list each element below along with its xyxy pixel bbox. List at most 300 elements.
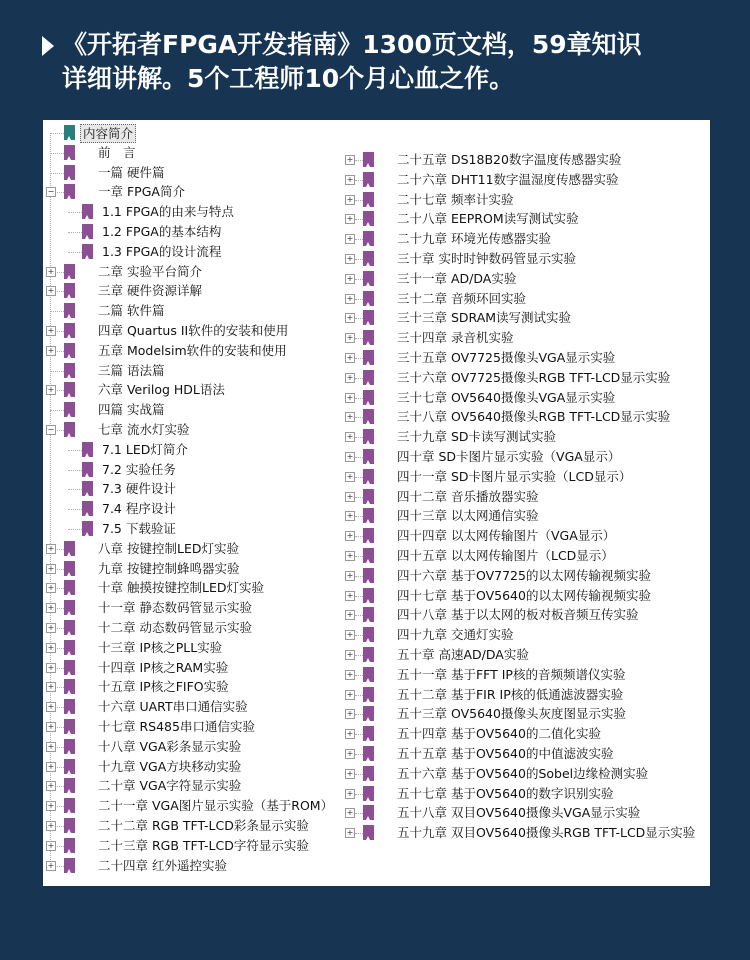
- expand-icon[interactable]: +: [346, 194, 354, 204]
- tree-connector: [355, 596, 363, 597]
- tree-node[interactable]: [46, 301, 346, 321]
- tree-node-label: 三十三章 SDRAM读写测试实验: [397, 310, 572, 326]
- expand-icon[interactable]: +: [346, 333, 354, 343]
- expand-icon[interactable]: +: [47, 682, 55, 692]
- expand-icon[interactable]: +: [47, 741, 55, 751]
- expand-icon[interactable]: +: [47, 662, 55, 672]
- expand-icon[interactable]: +: [346, 610, 354, 620]
- tree-connector: [68, 529, 82, 530]
- tree-connector: [355, 259, 363, 260]
- tree-connector: [50, 371, 64, 372]
- tree-node-label: 二十三章 RGB TFT-LCD字符显示实验: [98, 837, 309, 853]
- tree-node[interactable]: [345, 209, 707, 229]
- expand-icon[interactable]: +: [47, 345, 55, 355]
- tree-node[interactable]: [345, 150, 707, 170]
- tree-node-label: 十一章 静态数码管显示实验: [98, 600, 252, 616]
- tree-node[interactable]: [345, 625, 707, 645]
- tree-node-label: 四十五章 以太网传输图片（LCD显示）: [397, 548, 614, 563]
- tree-node[interactable]: [46, 163, 346, 183]
- tree-node-label: 前 言: [98, 144, 136, 160]
- expand-icon[interactable]: +: [346, 768, 354, 778]
- tree-node-label: 四十八章 基于以太网的板对板音频互传实验: [397, 607, 639, 623]
- tree-node[interactable]: [345, 308, 707, 328]
- tree-connector: [355, 160, 363, 161]
- expand-icon[interactable]: +: [346, 709, 354, 719]
- tree-node-label: 五章 Modelsim软件的安装和使用: [98, 342, 287, 358]
- tree-node[interactable]: [46, 202, 346, 222]
- book-icon: [64, 818, 75, 833]
- book-icon: [64, 541, 75, 556]
- expand-icon[interactable]: +: [346, 808, 354, 818]
- book-icon: [64, 778, 75, 793]
- book-icon: [64, 402, 75, 417]
- tree-connector: [355, 398, 363, 399]
- book-icon: [363, 370, 374, 385]
- expand-icon[interactable]: +: [47, 642, 55, 652]
- tree-node[interactable]: [46, 499, 346, 519]
- tree-node-label: 三章 硬件资源详解: [98, 283, 202, 299]
- tree-node[interactable]: [345, 269, 707, 289]
- tree-node[interactable]: [46, 479, 346, 499]
- tree-connector: [355, 655, 363, 656]
- tree-node[interactable]: [46, 400, 346, 420]
- book-icon: [363, 330, 374, 345]
- expand-icon[interactable]: +: [47, 722, 55, 731]
- expand-icon[interactable]: +: [47, 266, 55, 276]
- tree-node[interactable]: [46, 262, 346, 282]
- book-icon: [363, 152, 374, 167]
- expand-icon[interactable]: +: [47, 821, 55, 830]
- book-icon: [64, 283, 75, 298]
- book-icon: [363, 667, 374, 682]
- tree-node[interactable]: [345, 823, 707, 843]
- tree-connector: [355, 279, 363, 280]
- tree-node[interactable]: [345, 289, 707, 309]
- tree-node[interactable]: [46, 578, 346, 598]
- tree-node[interactable]: [345, 467, 707, 487]
- tree-node-label: 二十五章 DS18B20数字温度传感器实验: [397, 152, 622, 167]
- book-icon: [363, 192, 374, 207]
- tree-node[interactable]: [345, 803, 707, 823]
- tree-node[interactable]: [46, 677, 346, 697]
- tree-connector: [355, 813, 363, 814]
- tree-node[interactable]: [46, 460, 346, 480]
- tree-node-label: 四十六章 基于OV7725的以太网传输视频实验: [397, 567, 651, 583]
- book-icon: [363, 825, 374, 840]
- tree-node-label: 五十五章 基于OV5640的中值滤波实验: [397, 746, 614, 761]
- book-icon: [82, 501, 93, 516]
- header-title-line1: 《开拓者FPGA开发指南》1300页文档，59章知识: [62, 30, 642, 59]
- tree-node[interactable]: [345, 645, 707, 665]
- tree-connector: [355, 338, 363, 339]
- tree-node-label: 九章 按键控制蜂鸣器实验: [98, 560, 240, 576]
- tree-connector: [355, 576, 363, 577]
- tree-connector: [50, 133, 64, 134]
- tree-node[interactable]: [46, 123, 346, 143]
- tree-node-label: 三十八章 OV5640摄像头RGB TFT-LCD显示实验: [397, 409, 671, 425]
- tree-node[interactable]: [345, 447, 707, 467]
- tree-connector: [50, 410, 64, 411]
- tree-node[interactable]: [46, 737, 346, 757]
- tree-node-label: 三篇 语法篇: [98, 362, 165, 378]
- tree-connector: [355, 180, 363, 181]
- tree-node[interactable]: [46, 776, 346, 796]
- book-icon: [363, 291, 374, 306]
- book-icon: [64, 600, 75, 615]
- book-icon: [363, 390, 374, 405]
- tree-node-label: 五十八章 双目OV5640摄像头VGA显示实验: [397, 805, 641, 821]
- book-icon: [64, 580, 75, 595]
- book-icon: [82, 224, 93, 239]
- tree-node[interactable]: [345, 526, 707, 546]
- tree-node[interactable]: [46, 519, 346, 539]
- expand-icon[interactable]: +: [346, 214, 354, 224]
- tree-connector: [355, 318, 363, 319]
- tree-connector: [355, 695, 363, 696]
- tree-node[interactable]: [345, 427, 707, 447]
- expand-icon[interactable]: +: [346, 828, 354, 838]
- tree-connector: [355, 635, 363, 636]
- expand-icon[interactable]: +: [346, 669, 354, 679]
- tree-node-label: 三十四章 录音机实验: [397, 330, 514, 346]
- book-icon: [64, 719, 75, 734]
- tree-node-label: 7.1 LED灯简介: [102, 441, 188, 457]
- expand-icon[interactable]: +: [346, 729, 354, 739]
- tree-node[interactable]: [345, 764, 707, 784]
- tree-node-label: 十三章 IP核之PLL实验: [98, 639, 223, 655]
- expand-icon[interactable]: +: [47, 801, 55, 811]
- expand-icon[interactable]: +: [346, 471, 354, 481]
- book-icon: [82, 462, 93, 477]
- book-icon: [82, 481, 93, 496]
- book-icon: [64, 679, 75, 694]
- book-icon: [363, 607, 374, 622]
- expand-icon[interactable]: +: [346, 372, 354, 382]
- book-icon: [363, 746, 374, 761]
- book-icon: [363, 548, 374, 563]
- tree-connector: [355, 497, 363, 498]
- tree-node[interactable]: [46, 717, 346, 737]
- tree-node-label: 二十章 VGA字符显示实验: [98, 778, 242, 794]
- book-icon: [64, 343, 75, 358]
- tree-node[interactable]: [345, 546, 707, 566]
- book-icon: [64, 798, 75, 813]
- tree-node-label: 一篇 硬件篇: [98, 164, 165, 180]
- collapse-icon[interactable]: −: [47, 187, 55, 197]
- tree-node[interactable]: [345, 368, 707, 388]
- collapse-icon[interactable]: −: [47, 425, 55, 434]
- expand-icon[interactable]: +: [346, 630, 354, 640]
- tree-node-label: 7.3 硬件设计: [102, 481, 176, 497]
- expand-icon[interactable]: +: [346, 313, 354, 323]
- book-icon: [363, 251, 374, 266]
- tree-node-label: 二十四章 红外遥控实验: [98, 857, 227, 873]
- expand-icon[interactable]: +: [346, 293, 354, 303]
- header-title-line2: 详细讲解。5个工程师10个月心血之作。: [62, 64, 515, 93]
- expand-icon[interactable]: +: [47, 563, 55, 573]
- tree-node[interactable]: [345, 586, 707, 606]
- expand-icon[interactable]: +: [346, 590, 354, 600]
- expand-icon[interactable]: +: [346, 689, 354, 699]
- expand-icon[interactable]: +: [346, 234, 354, 244]
- tree-node[interactable]: [46, 796, 346, 816]
- tree-node[interactable]: [345, 685, 707, 705]
- expand-icon[interactable]: +: [47, 543, 55, 553]
- tree-node[interactable]: [345, 348, 707, 368]
- tree-node-label: 三十章 实时时钟数码管显示实验: [397, 251, 576, 266]
- tree-node-label: 十七章 RS485串口通信实验: [98, 719, 255, 734]
- tree-node-label: 四章 Quartus II软件的安装和使用: [98, 323, 289, 338]
- tree-connector: [355, 556, 363, 557]
- tree-node[interactable]: [46, 361, 346, 381]
- book-icon: [363, 647, 374, 662]
- tree-node-label: 十四章 IP核之RAM实验: [98, 659, 229, 675]
- tree-node[interactable]: [345, 704, 707, 724]
- tree-node-label: 十五章 IP核之FIFO实验: [98, 679, 229, 695]
- tree-connector: [355, 774, 363, 775]
- tree-connector: [355, 675, 363, 676]
- book-icon: [64, 303, 75, 318]
- tree-node[interactable]: [345, 249, 707, 269]
- tree-node[interactable]: [46, 618, 346, 638]
- tree-node-label: 四十章 SD卡图片显示实验（VGA显示）: [397, 449, 621, 464]
- book-icon: [363, 766, 374, 781]
- tree-connector: [355, 378, 363, 379]
- tree-node-label: 三十九章 SD卡读写测试实验: [397, 429, 557, 445]
- tree-node-label: 五十六章 基于OV5640的Sobel边缘检测实验: [397, 765, 649, 781]
- tree-node-label: 二章 实验平台简介: [98, 263, 202, 279]
- tree-node[interactable]: [46, 836, 346, 856]
- expand-icon[interactable]: +: [346, 531, 354, 541]
- expand-icon[interactable]: +: [47, 286, 55, 296]
- tree-node[interactable]: [46, 638, 346, 658]
- tree-node[interactable]: [345, 744, 707, 764]
- book-icon: [363, 489, 374, 504]
- book-icon: [363, 726, 374, 741]
- expand-icon[interactable]: +: [346, 650, 354, 659]
- tree-node-label: 一章 FPGA简介: [98, 184, 185, 200]
- tree-node[interactable]: [345, 784, 707, 804]
- tree-node-label: 十章 触摸按键控制LED灯实验: [98, 580, 264, 596]
- tree-node[interactable]: [345, 388, 707, 408]
- expand-icon[interactable]: +: [47, 761, 55, 771]
- book-icon: [363, 588, 374, 603]
- book-icon: [64, 145, 75, 160]
- expand-icon[interactable]: +: [346, 155, 354, 164]
- expand-icon[interactable]: +: [47, 702, 55, 712]
- book-icon: [64, 699, 75, 714]
- book-icon: [64, 363, 75, 378]
- tree-node-label: 五十九章 双目OV5640摄像头RGB TFT-LCD显示实验: [397, 825, 696, 841]
- expand-icon[interactable]: +: [346, 432, 354, 442]
- toc-tree-panel: [43, 120, 710, 886]
- expand-icon[interactable]: +: [47, 583, 55, 593]
- tree-node-label: 四十四章 以太网传输图片（VGA显示）: [397, 528, 616, 544]
- expand-icon[interactable]: +: [47, 603, 55, 613]
- expand-icon[interactable]: +: [346, 353, 354, 362]
- expand-icon[interactable]: +: [346, 749, 354, 758]
- tree-connector: [50, 153, 64, 154]
- tree-node[interactable]: [345, 506, 707, 526]
- tree-node[interactable]: [46, 281, 346, 301]
- expand-icon[interactable]: +: [346, 788, 354, 798]
- book-icon: [363, 310, 374, 325]
- tree-node[interactable]: [345, 328, 707, 348]
- tree-connector: [355, 299, 363, 300]
- book-teal-icon: [64, 125, 75, 140]
- tree-node-label: 三十七章 OV5640摄像头VGA显示实验: [397, 389, 616, 405]
- tree-node[interactable]: [46, 440, 346, 460]
- tree-node[interactable]: [46, 816, 346, 836]
- book-icon: [64, 759, 75, 774]
- book-icon: [363, 211, 374, 226]
- tree-node-label: 7.2 实验任务: [102, 461, 176, 477]
- expand-icon[interactable]: +: [346, 174, 354, 184]
- tree-connector: [68, 509, 82, 510]
- tree-node-label: 十八章 VGA彩条显示实验: [98, 738, 242, 754]
- book-icon: [82, 521, 93, 536]
- tree-node[interactable]: [46, 658, 346, 678]
- book-icon: [64, 165, 75, 180]
- tree-node[interactable]: [46, 222, 346, 242]
- tree-node-label: 五十章 高速AD/DA实验: [397, 647, 529, 662]
- tree-node[interactable]: [345, 190, 707, 210]
- tree-connector: [355, 516, 363, 517]
- expand-icon[interactable]: +: [346, 551, 354, 560]
- book-icon: [64, 660, 75, 675]
- tree-node-label: 四十九章 交通灯实验: [397, 627, 514, 643]
- tree-node-label: 十六章 UART串口通信实验: [98, 699, 248, 715]
- expand-icon[interactable]: +: [47, 623, 55, 632]
- tree-node-label: 1.2 FPGA的基本结构: [102, 224, 222, 239]
- book-icon: [64, 323, 75, 338]
- tree-node-label: 五十二章 基于FIR IP核的低通滤波器实验: [397, 686, 624, 702]
- book-icon: [64, 184, 75, 199]
- tree-node-label: 五十四章 基于OV5640的二值化实验: [397, 726, 601, 742]
- tree-node[interactable]: [46, 242, 346, 262]
- expand-icon[interactable]: +: [346, 570, 354, 580]
- tree-node-label: 三十一章 AD/DA实验: [397, 270, 517, 286]
- book-icon: [64, 422, 75, 437]
- tree-node-label: 二十九章 环境光传感器实验: [397, 231, 551, 247]
- tree-node-label: 八章 按键控制LED灯实验: [98, 540, 239, 556]
- book-icon: [363, 706, 374, 721]
- book-icon: [363, 409, 374, 424]
- book-icon: [363, 429, 374, 444]
- tree-node[interactable]: [345, 665, 707, 685]
- tree-connector: [355, 219, 363, 220]
- tree-node[interactable]: [46, 182, 346, 202]
- tree-node[interactable]: [46, 143, 346, 163]
- book-icon: [64, 382, 75, 397]
- tree-node-label: 五十三章 OV5640摄像头灰度图显示实验: [397, 706, 626, 722]
- book-icon: [64, 620, 75, 635]
- tree-node-label: 二十二章 RGB TFT-LCD彩条显示实验: [98, 818, 309, 833]
- expand-icon[interactable]: +: [346, 511, 354, 521]
- tree-node[interactable]: [46, 598, 346, 618]
- tree-connector: [355, 754, 363, 755]
- tree-node[interactable]: [345, 170, 707, 190]
- expand-icon[interactable]: +: [47, 860, 55, 870]
- expand-icon[interactable]: +: [47, 781, 55, 791]
- book-icon: [64, 264, 75, 279]
- tree-node[interactable]: [46, 341, 346, 361]
- tree-node-label: 二十一章 VGA图片显示实验（基于ROM）: [98, 798, 334, 814]
- tree-node-label: 1.1 FPGA的由来与特点: [102, 204, 234, 220]
- play-arrow-icon: [42, 36, 54, 56]
- tree-node-label: 四十二章 音乐播放器实验: [397, 488, 539, 504]
- tree-connector: [355, 833, 363, 834]
- tree-connector: [355, 615, 363, 616]
- tree-connector: [355, 457, 363, 458]
- tree-node-label: 四十三章 以太网通信实验: [397, 508, 539, 524]
- tree-connector: [50, 311, 64, 312]
- tree-node[interactable]: [345, 724, 707, 744]
- tree-node-label: 二十七章 频率计实验: [397, 191, 514, 207]
- tree-node[interactable]: [46, 321, 346, 341]
- tree-connector: [355, 200, 363, 201]
- expand-icon[interactable]: +: [346, 491, 354, 501]
- expand-icon[interactable]: +: [47, 326, 55, 335]
- tree-node[interactable]: [345, 566, 707, 586]
- tree-node-label: 二十八章 EEPROM读写测试实验: [397, 211, 579, 227]
- tree-connector: [355, 477, 363, 478]
- book-icon: [64, 838, 75, 853]
- book-icon: [82, 442, 93, 457]
- expand-icon[interactable]: +: [346, 273, 354, 283]
- tree-connector: [68, 212, 82, 213]
- tree-node-label: 五十七章 基于OV5640的数字识别实验: [397, 785, 614, 801]
- expand-icon[interactable]: +: [47, 840, 55, 850]
- tree-node[interactable]: [46, 420, 346, 440]
- tree-connector: [355, 794, 363, 795]
- tree-connector: [50, 173, 64, 174]
- book-icon: [363, 528, 374, 543]
- tree-node[interactable]: [46, 757, 346, 777]
- tree-connector: [355, 714, 363, 715]
- tree-connector: [355, 734, 363, 735]
- tree-node-label: 十九章 VGA方块移动实验: [98, 758, 242, 774]
- book-icon: [363, 687, 374, 702]
- tree-node[interactable]: [46, 697, 346, 717]
- book-icon: [363, 568, 374, 583]
- tree-node[interactable]: [345, 407, 707, 427]
- tree-node-label: 三十五章 OV7725摄像头VGA显示实验: [397, 350, 616, 365]
- tree-node[interactable]: [46, 539, 346, 559]
- book-icon: [363, 508, 374, 523]
- tree-node[interactable]: [345, 487, 707, 507]
- tree-node-label: 四十七章 基于OV5640的以太网传输视频实验: [397, 587, 651, 603]
- expand-icon[interactable]: +: [346, 254, 354, 263]
- tree-node[interactable]: [345, 229, 707, 249]
- tree-node-label: 二十六章 DHT11数字温湿度传感器实验: [397, 171, 619, 187]
- expand-icon[interactable]: +: [47, 385, 55, 395]
- tree-node[interactable]: [46, 380, 346, 400]
- book-icon: [64, 858, 75, 873]
- tree-node-label: 二篇 软件篇: [98, 303, 165, 319]
- book-icon: [64, 640, 75, 655]
- expand-icon[interactable]: +: [346, 452, 354, 461]
- book-icon: [363, 786, 374, 801]
- tree-node-label: 内容简介: [80, 124, 136, 143]
- tree-node[interactable]: [46, 559, 346, 579]
- expand-icon[interactable]: +: [346, 392, 354, 402]
- tree-node[interactable]: [46, 856, 346, 876]
- tree-node[interactable]: [345, 605, 707, 625]
- tree-node-label: 十二章 动态数码管显示实验: [98, 620, 252, 635]
- expand-icon[interactable]: +: [346, 412, 354, 422]
- tree-node-label: 四十一章 SD卡图片显示实验（LCD显示）: [397, 468, 632, 484]
